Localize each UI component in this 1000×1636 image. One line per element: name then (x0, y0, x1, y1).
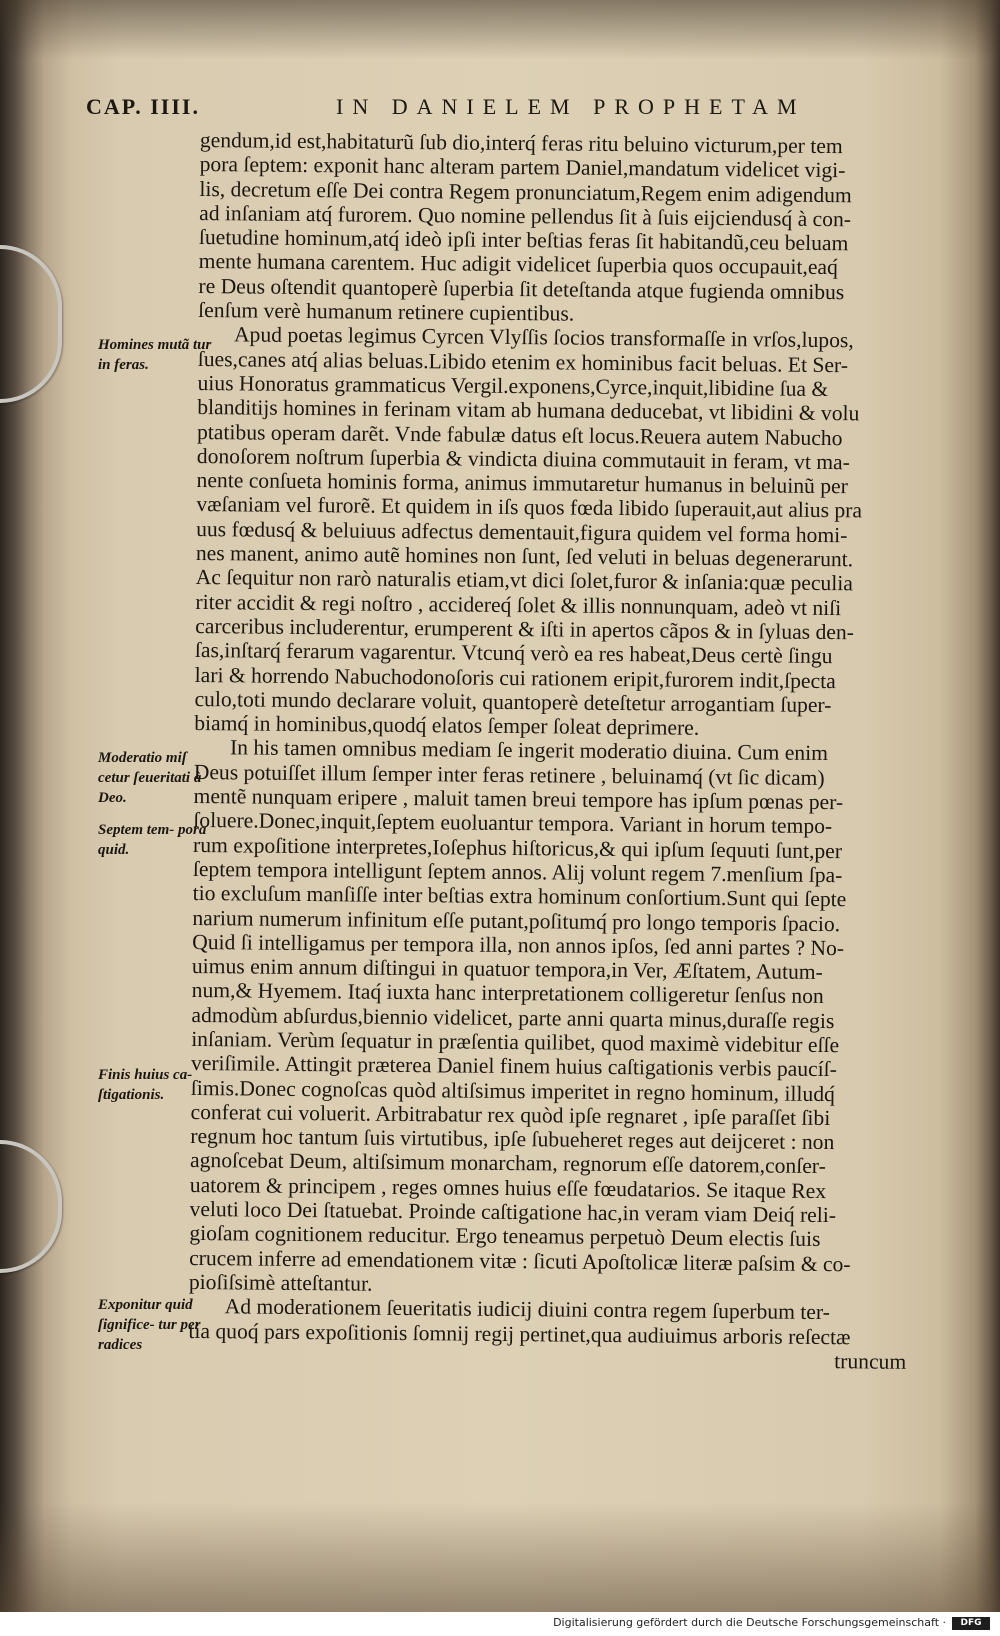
text-line: gioſam cognitionem reducitur. Ergo teneamus perpetuò Deum electis ſuis (189, 1221, 821, 1252)
text-line: riter accidit & regi noſtro , accidereq́ ſolet & illis nonnunquam, adeò vt niſi (195, 589, 842, 620)
text-line: num,& Hyemem. Itaq́ iuxta hanc interpretationem colligeretur ſenſus non (191, 978, 824, 1009)
text-line: tio excluſum manſiſſe inter beſtias extra hominum conſortium.Sunt qui ſepte (192, 881, 847, 912)
text-line: admodùm abſurdus,biennio videlicet, parte anni quarta minus,duraſſe regis (191, 1002, 835, 1033)
text-line: mente humana carentem. Huc adigit videlicet ſuperbia quos occupauit,eaq́ (198, 249, 838, 280)
text-line: mentẽ nunquam eripere , maluit tamen breui tempore has ipſum pœnas per- (193, 783, 844, 815)
text-line: veriſimile. Attingit præterea Daniel finem huius caſtigationis verbis paucíſ- (190, 1051, 837, 1082)
chapter-number: CAP. IIII. (86, 94, 200, 119)
text-line: ſues,canes atq́ alias beluas.Libido etenim ex hominibus facit beluas. Et Ser- (197, 346, 849, 377)
page-header (86, 94, 954, 124)
text-line: ſimis.Donec cognoſcas quòd altiſsimus imperitet in regno hominum, illudq́ (190, 1075, 836, 1106)
text-line: conferat cui voluerit. Arbitrabatur rex quòd ipſe regnaret , ipſe paraſſet ſibi (190, 1099, 831, 1130)
text-line: gendum,id est,habitaturũ ſub dio,interq́ feras ritu beluino victurum,per tem (199, 128, 843, 159)
text-line: tia quoq́ pars expoſitionis ſomnij regij pertinet,qua audiuimus arboris reſectæ (188, 1318, 851, 1349)
text-line: Quid ſi intelligamus per tempora illa, non annos ipſos, ſed anni partes ? No- (192, 929, 845, 961)
marginal-note: Homines mutã tur in feras. (98, 337, 212, 373)
marginal-note: Septem tem- pora quid. (98, 822, 207, 858)
ribbon-tie-upper (0, 245, 62, 403)
text-line: lis, decretum eſſe Dei contra Regem pronunciatum,Regem enim adigendum (199, 176, 852, 207)
text-line: pora ſeptem: exponit hanc alteram partem Daniel,mandatum videlicet vigi- (199, 152, 846, 183)
text-line: ſas,inſtarq́ ferarum vagarentur. Vtcunq́ verò ea res habeat,Deus certè ſingu (194, 638, 833, 669)
text-line: ſenſum verè humanum retinere cupientibus. (198, 298, 575, 326)
text-line: væſaniam vel furorẽ. Et quidem in iſs quos fœda libido ſuperauit,aut alius pra (196, 492, 863, 523)
text-line: rum expoſitione interpretes,Ioſephus hiſtoricus,& qui ipſum ſequuti ſunt,per (193, 832, 843, 863)
text-line: uatorem & principem , reges omnes huius eſſe fœudatarios. Se itaque Rex (189, 1172, 827, 1203)
text-line: donoſorem noſtrum ſuperbia & vindicta diuina commutauit in feram, vt ma- (196, 443, 851, 475)
bottom-shadow (0, 1502, 1000, 1612)
text-line: ſuetudine hominum,atq́ ideò ipſi inter beſtias feras ſit habitandũ,ceu beluam (198, 225, 849, 256)
text-line: nes manent, animo autẽ homines non ſunt, ſed veluti in beluas degenerarunt. (195, 541, 854, 572)
funding-credit: Digitalisierung gefördert durch die Deutsche Forschungsgemeinschaft · (553, 1616, 946, 1629)
text-line: culo,toti mundo declarare voluit, quantoperè deteſtetur arrogantiam ſuper- (194, 686, 832, 717)
text-line: narium numerum infinitum eſſe putant,poſitumq́ pro longo temporis ſpacio. (192, 905, 841, 936)
text-line: uius Honoratus grammaticus Vergil.exponens,Cyrce,inquit,libidine ſua & (197, 370, 829, 402)
catchword: truncum (834, 1348, 907, 1374)
text-line: carceribus includerentur, erumperent & iſti in apertos cãpos & in ſyluas den- (195, 613, 855, 645)
text-line: uimus enim annum diſtingui in quatuor tempora,in Ver, Æſtatem, Autum- (191, 954, 823, 985)
text-line: ſoluere.Donec,inquit,ſeptem euoluantur tempora. Variant in horum tempo- (193, 808, 833, 839)
marginal-note: Moderatio miſ cetur ſeueritati à Deo. (98, 750, 202, 806)
marginal-note: Finis huius ca- ſtigationis. (98, 1067, 193, 1103)
ribbon-tie-lower (0, 1140, 62, 1273)
paragraph-start: Ad moderationem ſeueritatis iudicij diuini contra regem ſuperbum ter- (224, 1294, 830, 1325)
footer-bar (0, 1612, 1000, 1636)
text-line: inſaniam. Verùm ſequatur in præſentia quilibet, quod maximè videbitur eſſe (191, 1026, 840, 1058)
text-line: agnoſcebat Deum, altiſsimum monarcham, regnorum eſſe datorem,conſer- (189, 1148, 826, 1179)
paragraph-start: Apud poetas legimus Cyrcen Vlyſſis ſocios transformaſſe in vrſos,lupos, (233, 322, 854, 353)
text-line: pioſiſsimè atteſtantur. (188, 1269, 373, 1296)
text-line: blanditijs homines in ferinam vitam ab humana deducebat, vt libidini & volu (197, 395, 860, 426)
text-line: nente conſueta hominis forma, animus immutaretur humanus in beluinũ per (196, 468, 848, 499)
body-text (188, 128, 922, 1374)
text-line: uus fœdusq́ & beluiuus adfectus dementauit,figura quidem vel forma homi- (196, 516, 848, 547)
text-line: ad inſaniam atq́ furorem. Quo nomine pellendus ſit à ſuis eijciendusq́ à con- (199, 200, 852, 232)
text-line: ptatibus operam darẽt. Vnde fabulæ datus eſt locus.Reuera autem Nabucho (196, 419, 843, 450)
text-line: biamq́ in hominibus,quodq́ elatos ſemper ſoleat deprimere. (194, 711, 700, 740)
text-line: regnum hoc tantum ſuis virtutibus, ipſe ſubueheret reges aut deijceret : non (190, 1124, 835, 1155)
text-line: crucem inferre ad emendationem vitæ : ſicuti Apoſtolicæ literæ paſsim & co- (189, 1245, 851, 1276)
text-line: Deus potuiſſet illum ſemper inter feras retinere , beluinamq́ (vt ſic dicam) (193, 759, 825, 790)
paragraph-start: In his tamen omnibus mediam ſe ingerit moderatio diuina. Cum enim (229, 735, 829, 766)
running-title: IN DANIELEM PROPHETAM (336, 94, 806, 119)
marginal-note: Exponitur quid ſignifice- tur per radices (98, 1297, 201, 1353)
text-line: veluti loco Dei ſtatuebat. Proinde caſtigatione hac,in veram viam Deiq́ reli- (189, 1197, 837, 1228)
top-shadow (0, 0, 1000, 60)
text-line: ſeptem tempora intelligunt ſeptem annos. Alij volunt regem 7.menſium ſpa- (192, 856, 843, 888)
text-line: lari & horrendo Nabuchodonoſoris cui rationem eripit,furorem indit,ſpecta (194, 662, 836, 693)
text-line: Ac ſequitur non rarò naturalis etiam,vt dici ſolet,furor & inſania:quæ peculia (195, 565, 853, 596)
dfg-logo: DFG (952, 1617, 990, 1630)
text-line: re Deus oſtendit quantoperè ſuperbia ſit deteſtanda atque fugienda omnibus (198, 273, 845, 304)
